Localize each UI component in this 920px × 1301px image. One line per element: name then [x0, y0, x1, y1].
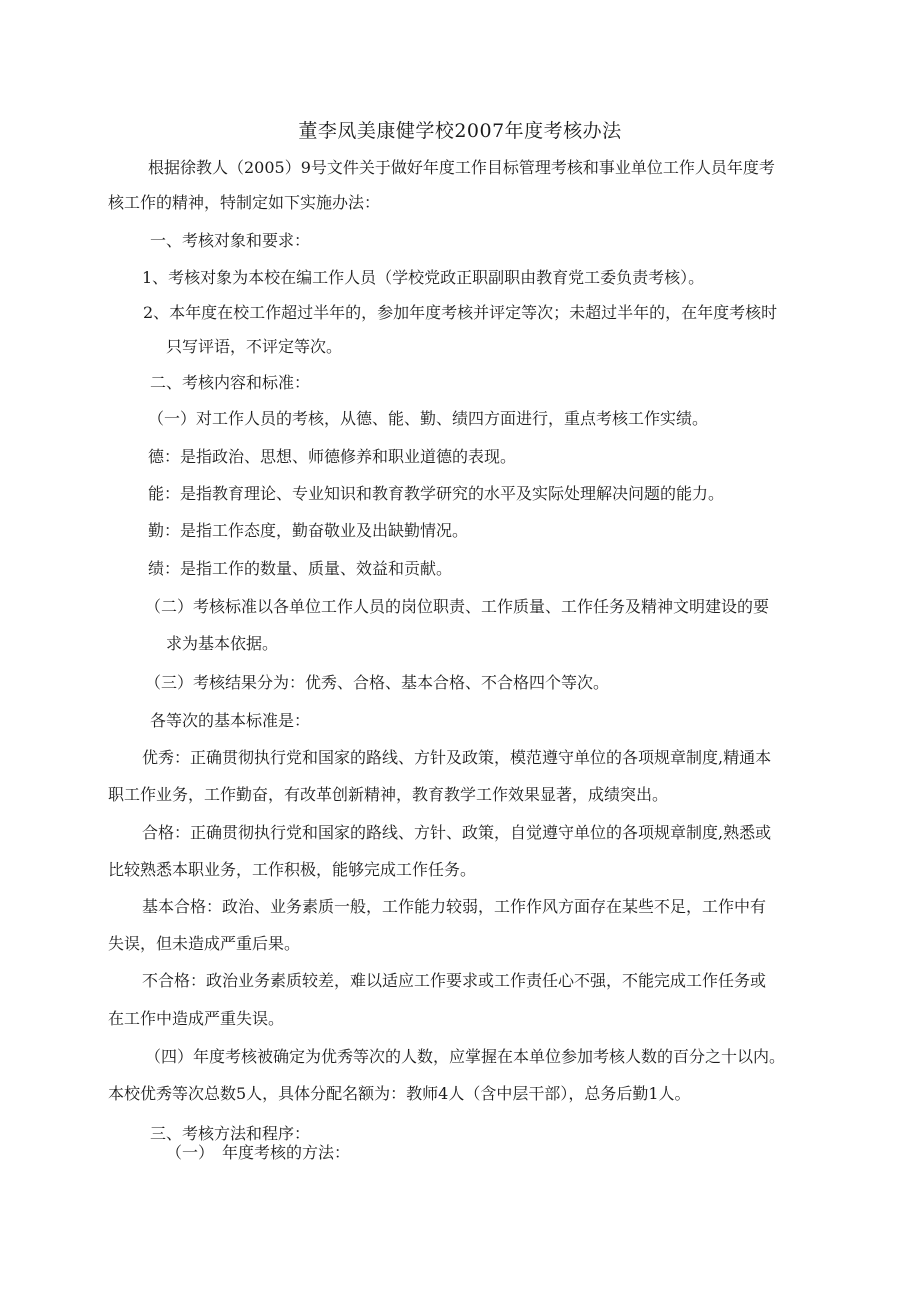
- grade-basic-line-2: 失误，但未造成严重后果。: [108, 934, 301, 953]
- section-2-sub-1: （一）对工作人员的考核，从德、能、勤、绩四方面进行，重点考核工作实绩。: [148, 409, 709, 428]
- section-1-heading: 一、考核对象和要求：: [150, 231, 311, 250]
- criterion-ji: 绩：是指工作的数量、质量、效益和贡献。: [148, 559, 453, 578]
- section-3-sub-1: （一） 年度考核的方法：: [166, 1143, 351, 1162]
- grades-intro: 各等次的基本标准是：: [150, 711, 311, 730]
- section-1-item-1: 1、考核对象为本校在编工作人员（学校党政正职副职由教育党工委负责考核）。: [142, 268, 705, 287]
- section-2-sub-4-line-1: （四）年度考核被确定为优秀等次的人数，应掌握在本单位参加考核人数的百分之十以内。: [145, 1047, 786, 1066]
- grade-qualified-line-1: 合格：正确贯彻执行党和国家的路线、方针、政策，自觉遵守单位的各项规章制度,熟悉或: [142, 823, 772, 842]
- intro-line-1: 根据徐教人（2005）9号文件关于做好年度工作目标管理考核和事业单位工作人员年度考: [148, 158, 775, 177]
- section-2-sub-3: （三）考核结果分为：优秀、合格、基本合格、不合格四个等次。: [145, 673, 610, 692]
- criterion-qin: 勤：是指工作态度，勤奋敬业及出缺勤情况。: [148, 521, 469, 540]
- criterion-de: 德：是指政治、思想、师德修养和职业道德的表现。: [148, 447, 517, 466]
- section-1-item-2-line-1: 2、本年度在校工作超过半年的，参加年度考核并评定等次；未超过半年的，在年度考核时: [143, 303, 778, 322]
- grade-excellent-line-2: 职工作业务，工作勤奋，有改革创新精神，教育教学工作效果显著，成绩突出。: [108, 785, 669, 804]
- section-2-sub-4-line-2: 本校优秀等次总数5人，具体分配名额为：教师4人（含中层干部），总务后勤1人。: [108, 1084, 691, 1103]
- grade-excellent-line-1: 优秀：正确贯彻执行党和国家的路线、方针及政策，模范遵守单位的各项规章制度,精通本: [142, 748, 772, 767]
- document-title: 董李凤美康健学校2007年度考核办法: [298, 120, 622, 142]
- grade-qualified-line-2: 比较熟悉本职业务，工作积极，能够完成工作任务。: [108, 860, 477, 879]
- section-2-sub-2-line-1: （二）考核标准以各单位工作人员的岗位职责、工作质量、工作任务及精神文明建设的要: [145, 597, 770, 616]
- section-3-heading: 三、考核方法和程序：: [150, 1124, 311, 1143]
- intro-line-2: 核工作的精神，特制定如下实施办法：: [108, 193, 381, 212]
- grade-unqualified-line-2: 在工作中造成严重失误。: [108, 1009, 285, 1028]
- section-2-heading: 二、考核内容和标准：: [150, 373, 311, 392]
- grade-basic-line-1: 基本合格：政治、业务素质一般，工作能力较弱，工作作风方面存在某些不足，工作中有: [142, 897, 767, 916]
- criterion-neng: 能：是指教育理论、专业知识和教育教学研究的水平及实际处理解决问题的能力。: [148, 484, 725, 503]
- section-2-sub-2-line-2: 求为基本依据。: [166, 634, 279, 653]
- section-1-item-2-line-2: 只写评语，不评定等次。: [166, 337, 343, 356]
- grade-unqualified-line-1: 不合格：政治业务素质较差，难以适应工作要求或工作责任心不强，不能完成工作任务或: [142, 971, 767, 990]
